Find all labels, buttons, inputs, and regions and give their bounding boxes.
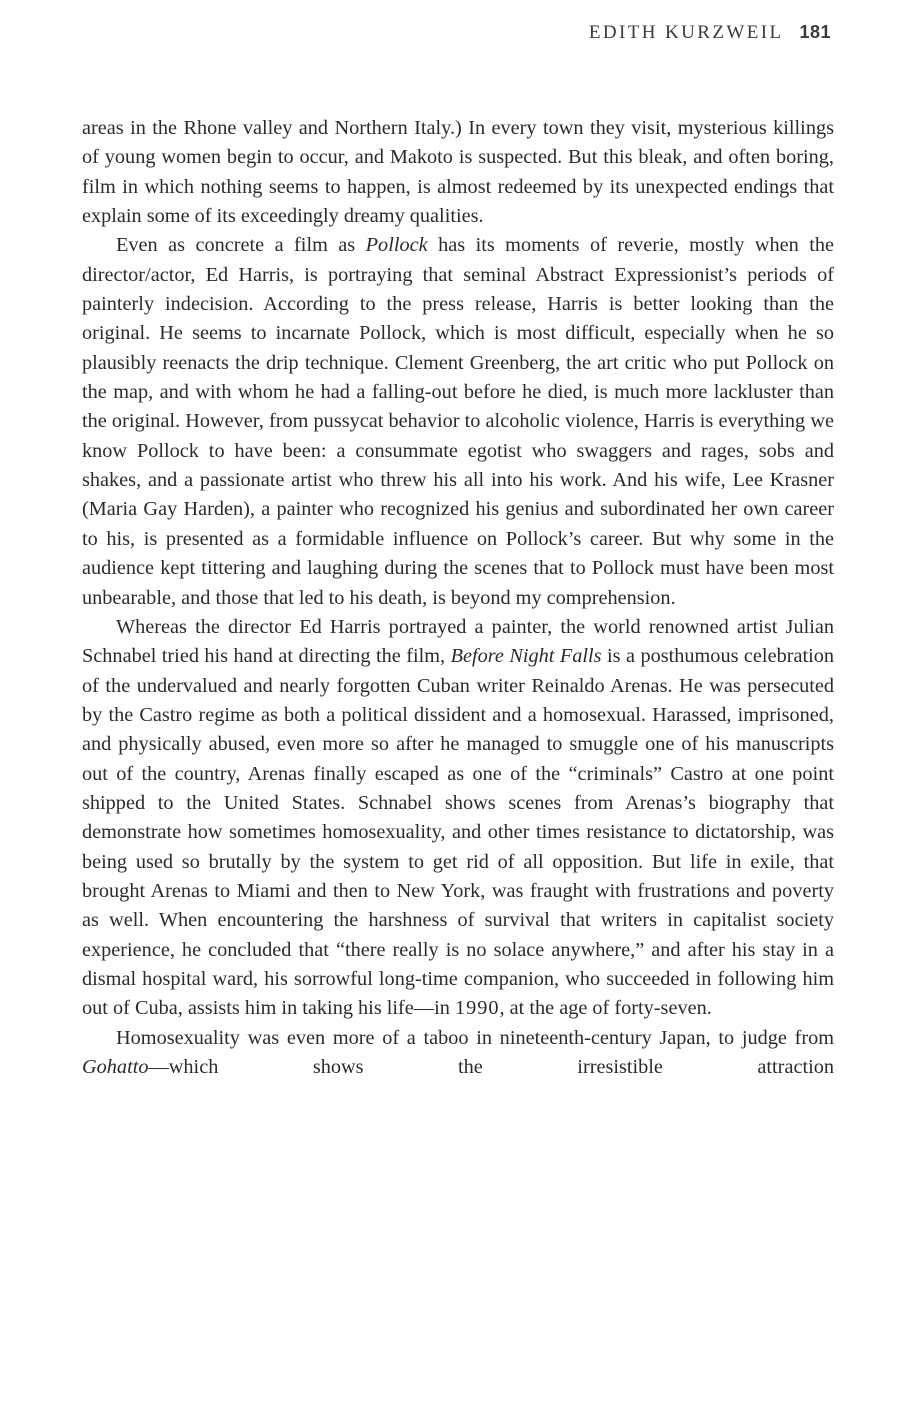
- film-title-gohatto: Gohatto: [82, 1056, 149, 1078]
- running-head: [589, 22, 831, 50]
- paragraph-2-lead: Even as concrete a film as: [116, 234, 366, 257]
- body-text: [82, 114, 834, 1082]
- paragraph-3-lead: Whereas the director Ed Harris portrayed a painter, the world renowned artist Julian Schnabel tried his hand at directing the film,: [82, 615, 834, 668]
- paragraph-4-rest: —which shows the irresistible attraction: [148, 1056, 834, 1078]
- paragraph-3-tail: , at the age of forty-seven.: [499, 997, 712, 1020]
- paragraph-2-rest: has its moments of reverie, mostly when the director/actor, Ed Harris, is portraying that seminal Abstract Expressionist’s periods of painterly indecision. According to the press release, Harris is better looking than the original. He seems to incarnate Pollock, which is most difficult, especially when he so plausibly reenacts the drip technique. Clement Greenberg, the art critic who put Pollock on the map, and with whom he had a falling-out before he died, is much more lackluster than the original. However, from pussycat behavior to alcoholic violence, Harris is everything we know Pollock to have been: a consummate egotist who swaggers and rages, sobs and shakes, and a passionate artist who threw his all into his work. And his wife, Lee Krasner (Maria Gay Harden), a painter who recognized his genius and subordinated her own career to his, is presented as a formidable influence on Pollock’s career. But why some in the audience kept tittering and laughing during the scenes that to Pollock must have been most unbearable, and those that led to his death, is beyond my comprehension.: [82, 234, 834, 609]
- running-head-author: EDITH KURZWEIL: [588, 22, 784, 43]
- paragraph-2: [82, 231, 834, 612]
- year-1990: 1990: [454, 997, 500, 1020]
- film-title-before-night-falls: Before Night Falls: [450, 645, 602, 668]
- film-title-pollock: Pollock: [365, 234, 428, 257]
- paragraph-1: [82, 114, 834, 231]
- paragraph-1-text: areas in the Rhone valley and Northern Italy.) In every town they visit, mysterious killings of young women begin to occur, and Makoto is suspected. But this bleak, and often boring, film in which nothing seems to happen, is almost redeemed by its unexpected endings that explain some of its exceedingly dreamy qualities.: [82, 117, 834, 228]
- paragraph-4: [82, 1024, 834, 1083]
- page-number: 181: [799, 22, 831, 42]
- paragraph-4-lead: Homosexuality was even more of a taboo in nineteenth-century Japan, to judge from: [116, 1026, 834, 1049]
- paragraph-3-rest: is a posthumous celebration of the undervalued and nearly forgotten Cuban writer Reinaldo Arenas. He was persecuted by the Castro regime as both a political dissident and a homosexual. Harassed, imprisoned, and physically abused, even more so after he managed to smuggle one of his manuscripts out of the country, Arenas finally escaped as one of the “criminals” Castro at one point shipped to the United States. Schnabel shows scenes from Arenas’s biography that demonstrate how sometimes homosexuality, and other times resistance to dictatorship, was being used so brutally by the system to get rid of all opposition. But life in exile, that brought Arenas to Miami and then to New York, was fraught with frustrations and poverty as well. When encountering the harshness of survival that writers in capitalist society experience, he concluded that “there really is no solace anywhere,” and after his stay in a dismal hospital ward, his sorrowful long-time companion, who succeeded in following him out of Cuba, assists him in taking his life—in: [82, 645, 835, 1020]
- paragraph-3: [82, 613, 834, 1024]
